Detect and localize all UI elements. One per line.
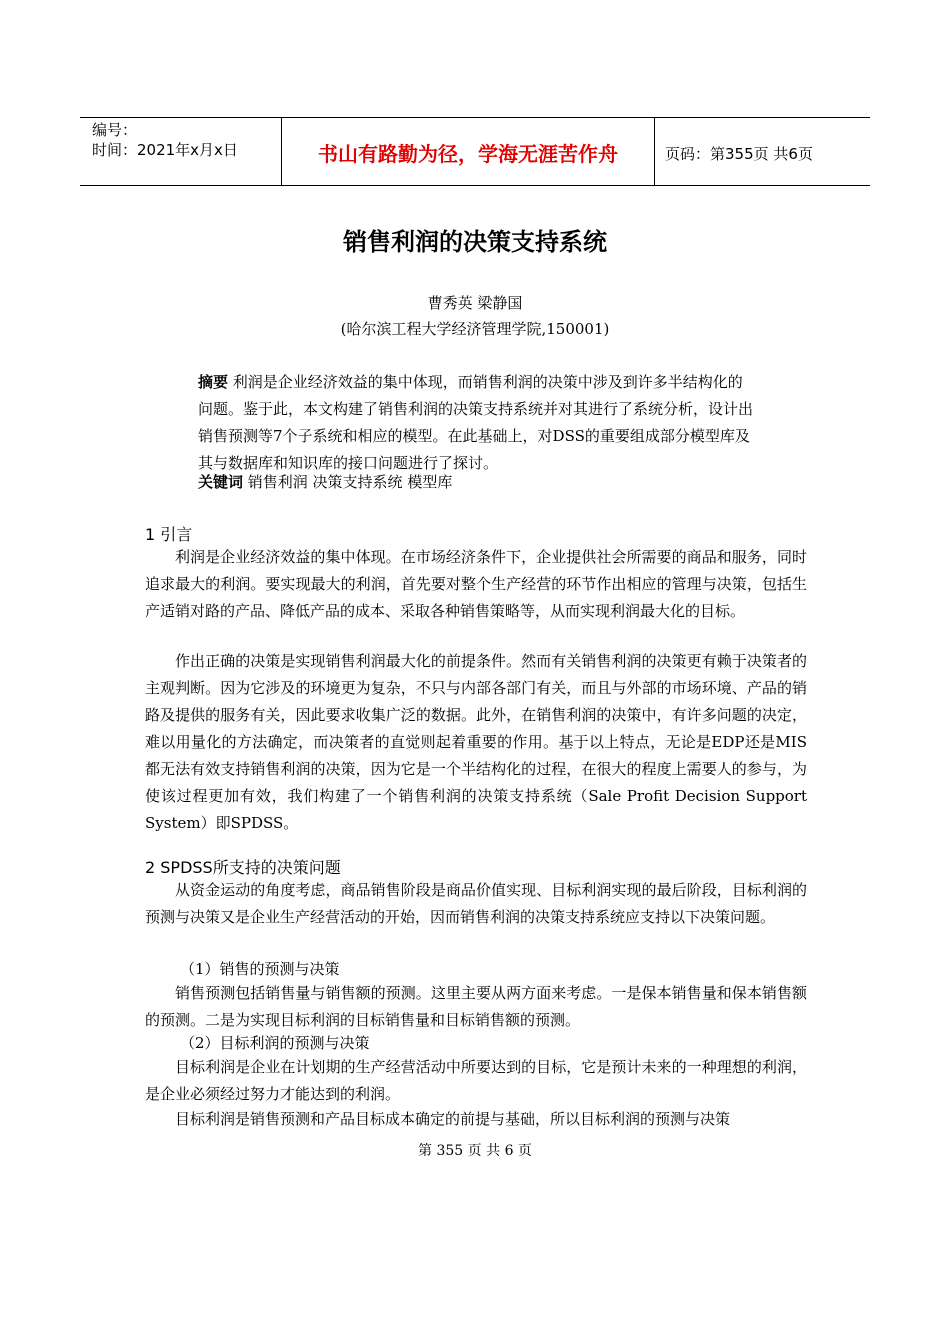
keywords-label: 关键词 xyxy=(198,473,244,491)
paragraph: 销售预测包括销售量与销售额的预测。这里主要从两方面来考虑。一是保本销售量和保本销售额的预测。二是为实现目标利润的目标销售量和目标销售额的预测。 xyxy=(145,984,807,1029)
page-footer: 第 355 页 共 6 页 xyxy=(418,1143,532,1159)
abstract-text: 利润是企业经济效益的集中体现，而销售利润的决策中涉及到许多半结构化的问题。鉴于此，本文构建了销售利润的决策支持系统并对其进行了系统分析，设计出销售预测等7个子系统和相应的模型。在此基础上，对DSS的重要组成部分模型库及其与数据库和知识库的接口问题进行了探讨。 xyxy=(198,373,754,472)
affiliation: (哈尔滨工程大学经济管理学院,150001) xyxy=(340,320,610,338)
section-heading-introduction: 1 引言 xyxy=(145,525,193,544)
keywords-text: 销售利润 决策支持系统 模型库 xyxy=(243,473,453,491)
authors: 曹秀英 梁静国 xyxy=(427,294,523,312)
header-left-cell xyxy=(92,120,238,160)
subsection-heading-sales-forecast: （1）销售的预测与决策 xyxy=(180,960,340,978)
paper-title: 销售利润的决策支持系统 xyxy=(343,228,607,256)
paragraph: 从资金运动的角度考虑，商品销售阶段是商品价值实现、目标利润实现的最后阶段，目标利润的预测与决策又是企业生产经营活动的开始，因而销售利润的决策支持系统应支持以下决策问题。 xyxy=(145,881,807,926)
subsection-heading-target-profit: （2）目标利润的预测与决策 xyxy=(180,1034,370,1052)
header-top-rule xyxy=(80,117,870,118)
section-heading-decision-problems: 2 SPDSS所支持的决策问题 xyxy=(145,858,341,877)
keywords xyxy=(198,469,753,496)
header-divider-2 xyxy=(654,117,655,185)
paragraph: 目标利润是企业在计划期的生产经营活动中所要达到的目标，它是预计未来的一种理想的利润，是企业必须经过努力才能达到的利润。 xyxy=(145,1058,807,1103)
number-label: 编号： xyxy=(92,121,138,139)
header-bottom-rule xyxy=(80,185,870,186)
header-motto: 书山有路勤为径，学海无涯苦作舟 xyxy=(318,142,618,166)
abstract-label: 摘要 xyxy=(198,373,229,391)
abstract xyxy=(198,369,753,477)
paragraph: 作出正确的决策是实现销售利润最大化的前提条件。然而有关销售利润的决策更有赖于决策者的主观判断。因为它涉及的环境更为复杂，不只与内部各部门有关，而且与外部的市场环境、产品的销路及提供的服务有关，因此要求收集广泛的数据。此外，在销售利润的决策中，有许多问题的决定，难以用量化的方法确定，而决策者的直觉则起着重要的作用。基于以上特点，无论是EDP还是MIS都无法有效支持销售利润的决策，因为它是一个半结构化的过程，在很大的程度上需要人的参与，为使该过程更加有效，我们构建了一个销售利润的决策支持系统（Sale Profit Decision Support System）即SPDSS。 xyxy=(145,652,807,832)
paragraph: 利润是企业经济效益的集中体现。在市场经济条件下，企业提供社会所需要的商品和服务，同时追求最大的利润。要实现最大的利润，首先要对整个生产经营的环节作出相应的管理与决策，包括生产适销对路的产品、降低产品的成本、采取各种销售策略等，从而实现利润最大化的目标。 xyxy=(145,548,807,620)
paragraph: 目标利润是销售预测和产品目标成本确定的前提与基础，所以目标利润的预测与决策 xyxy=(175,1110,731,1128)
header-page-info: 页码：第355页 共6页 xyxy=(665,145,813,163)
time-label: 时间：2021年x月x日 xyxy=(92,141,238,159)
